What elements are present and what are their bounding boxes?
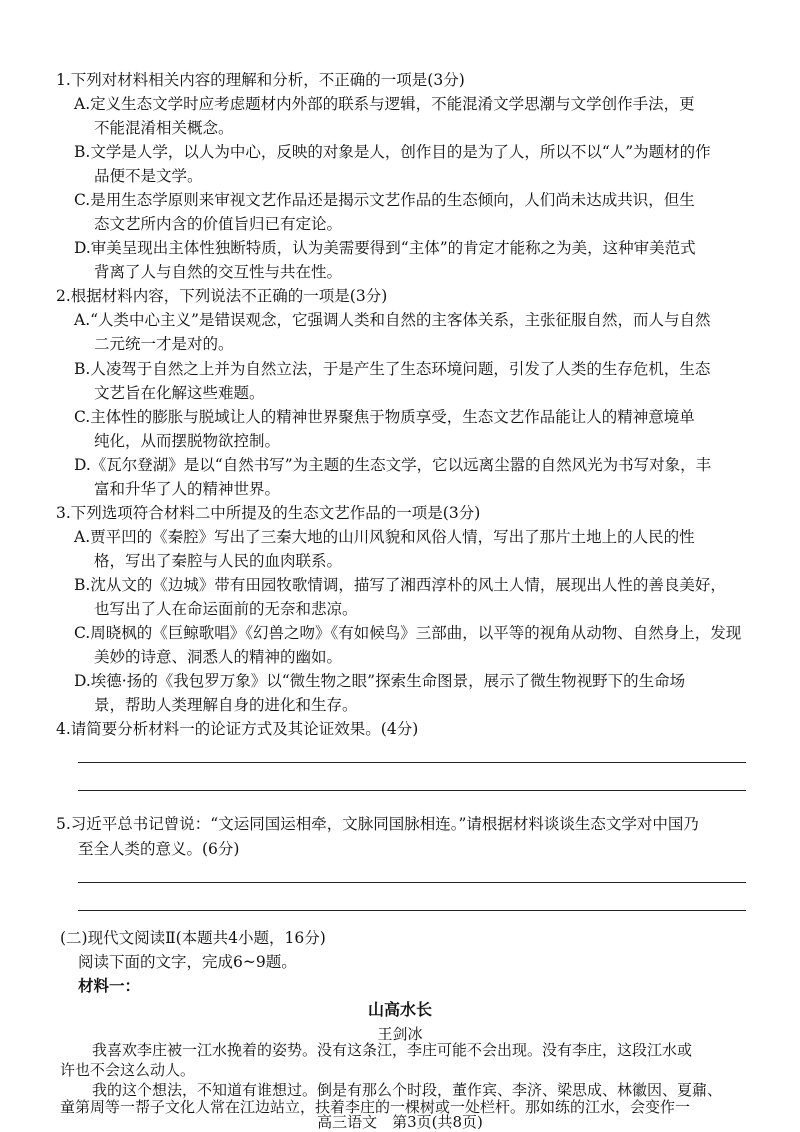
q1-option-d: D.审美呈现出主体性独断特质，认为美需要得到“主体”的肯定才能称之为美，这种审美范式 <box>74 239 696 257</box>
section2-instruction: 阅读下面的文字，完成6~9题。 <box>78 953 297 971</box>
q3-option-c-cont: 美妙的诗意、洞悉人的精神的幽如。 <box>94 648 343 666</box>
article-paragraph-2: 我的这个想法，不知道有谁想过。倒是有那么个时段，董作宾、李济、梁思成、林徽因、夏鼐、 <box>92 1081 723 1099</box>
q5-stem: 5.习近平总书记曾说：“文运同国运相牵，文脉同国脉相连。”请根据材料谈谈生态文学对中国乃 <box>56 815 699 833</box>
q1-option-b: B.文学是人学，以人为中心，反映的对象是人，创作目的是为了人，所以不以“人”为题材的作 <box>74 143 711 161</box>
q3-option-b-cont: 也写出了人在命运面前的无奈和悲凉。 <box>94 600 358 618</box>
q4-stem: 4.请简要分析材料一的论证方式及其论证效果。(4分) <box>56 720 419 738</box>
q2-stem: 2.根据材料内容，下列说法不正确的一项是(3分) <box>56 287 388 305</box>
q3-option-d: D.埃德·扬的《我包罗万象》以“微生物之眼”探索生命图景，展示了微生物视野下的生命场 <box>74 672 686 690</box>
article-paragraph-2-cont: 童第周等一帮子文化人常在江边站立，扶着李庄的一棵树或一处栏杆。那如练的江水，会变作一 <box>60 1098 691 1116</box>
q4-answer-line-1[interactable] <box>78 762 746 763</box>
q1-stem: 1.下列对材料相关内容的理解和分析，不正确的一项是(3分) <box>56 71 465 89</box>
q3-option-c: C.周晓枫的《巨鲸歌唱》《幻兽之吻》《有如候鸟》三部曲，以平等的视角从动物、自然身上，发现 <box>74 624 742 642</box>
q3-option-a: A.贾平凹的《秦腔》写出了三秦大地的山川风貌和风俗人情，写出了那片土地上的人民的性 <box>74 528 695 546</box>
article-paragraph-1-cont: 许也不会这么动人。 <box>60 1061 196 1079</box>
article-title: 山高水长 <box>367 1000 432 1019</box>
q3-stem: 3.下列选项符合材料二中所提及的生态文艺作品的一项是(3分) <box>56 504 481 522</box>
material-label: 材料一： <box>78 976 141 995</box>
q2-option-b-cont: 文艺旨在化解这些难题。 <box>94 384 265 402</box>
q2-option-a-cont: 二元统一才是对的。 <box>94 335 234 353</box>
page-footer: 高三语文 第3页(共8页) <box>317 1113 483 1131</box>
q1-option-c: C.是用生态学原则来审视文艺作品还是揭示文艺作品的生态倾向，人们尚未达成共识，但生 <box>74 191 695 209</box>
q2-option-d: D.《瓦尔登湖》是以“自然书写”为主题的生态文学，它以远离尘嚣的自然风光为书写对象，丰 <box>74 456 712 474</box>
q5-answer-line-1[interactable] <box>78 882 746 883</box>
q2-option-a: A.“人类中心主义”是错误观念，它强调人类和自然的主客体关系，主张征服自然，而人与自然 <box>74 311 711 329</box>
q2-option-c: C.主体性的膨胀与脱域让人的精神世界聚焦于物质享受，生态文艺作品能让人的精神意境单 <box>74 408 695 426</box>
q1-option-a: A.定义生态文学时应考虑题材内外部的联系与逻辑，不能混淆文学思潮与文学创作手法，更 <box>74 95 695 113</box>
q1-option-d-cont: 背离了人与自然的交互性与共在性。 <box>94 263 343 281</box>
q3-option-b: B.沈从文的《边城》带有田园牧歌情调，描写了湘西淳朴的风土人情，展现出人性的善良美好， <box>74 576 726 594</box>
q2-option-c-cont: 纯化，从而摆脱物欲控制。 <box>94 432 281 450</box>
q1-option-a-cont: 不能混淆相关概念。 <box>94 119 234 137</box>
q3-option-a-cont: 格，写出了秦腔与人民的血肉联系。 <box>94 552 343 570</box>
q3-option-d-cont: 景，帮助人类理解自身的进化和生存。 <box>94 696 358 714</box>
q5-answer-line-2[interactable] <box>78 910 746 911</box>
q2-option-d-cont: 富和升华了人的精神世界。 <box>94 480 281 498</box>
q4-answer-line-2[interactable] <box>78 790 746 791</box>
q5-stem-cont: 至全人类的意义。(6分) <box>78 840 240 858</box>
article-author: 王剑冰 <box>377 1025 423 1043</box>
q2-option-b: B.人凌驾于自然之上并为自然立法，于是产生了生态环境问题，引发了人类的生存危机，生态 <box>74 360 711 378</box>
q1-option-c-cont: 态文艺所内含的价值旨归已有定论。 <box>94 215 343 233</box>
section2-header: (二)现代文阅读Ⅱ(本题共4小题，16分) <box>60 929 326 947</box>
article-paragraph-1: 我喜欢李庄被一江水挽着的姿势。没有这条江，李庄可能不会出现。没有李庄，这段江水或 <box>92 1041 693 1059</box>
q1-option-b-cont: 品便不是文学。 <box>94 167 203 185</box>
